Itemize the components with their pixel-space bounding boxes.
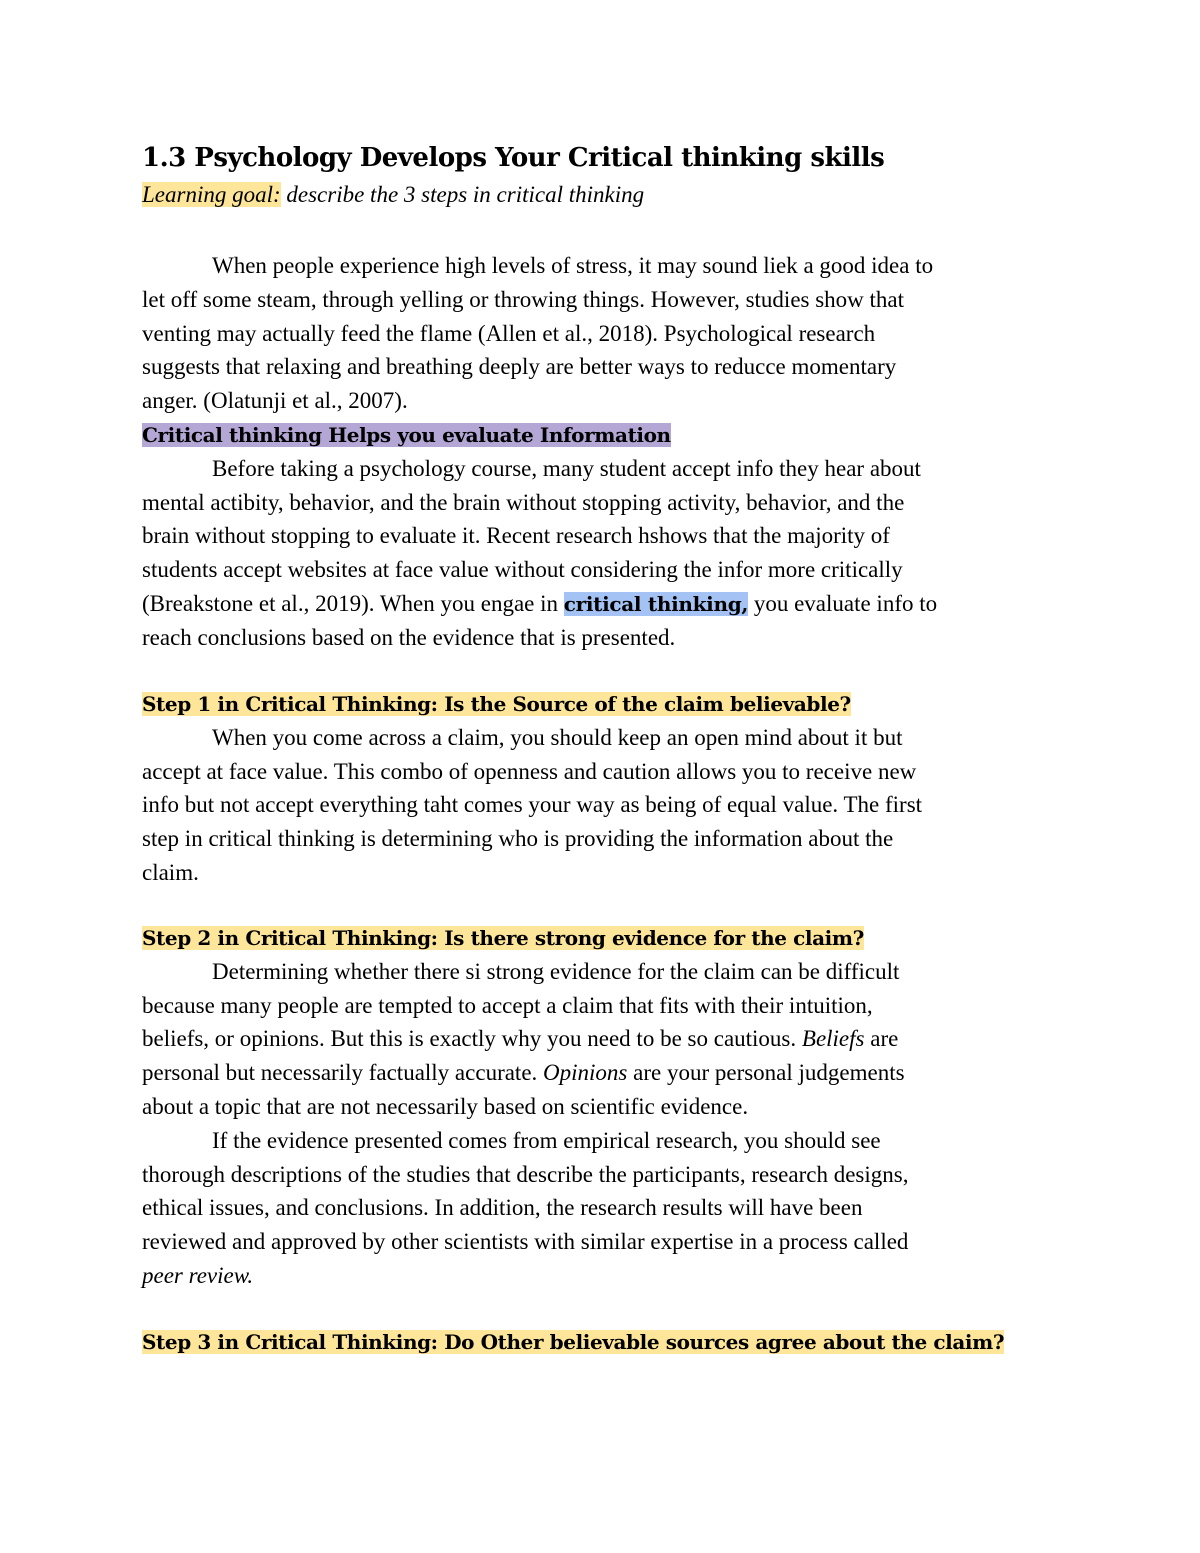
step2-heading-line: [142, 921, 1062, 955]
learning-goal: [142, 178, 644, 212]
paragraph-line: thorough descriptions of the studies that describe the participants, research designs,: [142, 1161, 909, 1187]
critical-thinking-term: critical thinking,: [563, 591, 749, 616]
step3-heading-line: [142, 1325, 1062, 1359]
paragraph-line: If the evidence presented comes from empirical research, you should see: [212, 1127, 881, 1153]
line-text: you evaluate info to: [748, 590, 938, 616]
step1-section: [142, 687, 1062, 890]
paragraph-line: reviewed and approved by other scientists with similar expertise in a process called: [142, 1229, 909, 1255]
line-text: are: [864, 1026, 899, 1052]
paragraph-line: [142, 1022, 1062, 1056]
step3-heading: Step 3 in Critical Thinking: Do Other believable sources agree about the claim?: [142, 1330, 1005, 1354]
line-text: (Breakstone et al., 2019). When you engae in: [142, 590, 564, 616]
paragraph-line: because many people are tempted to accept a claim that fits with their intuition,: [142, 992, 873, 1018]
paragraph-line: claim.: [142, 859, 199, 885]
paragraph-line: Determining whether there si strong evidence for the claim can be difficult: [212, 958, 900, 984]
paragraph-line: When you come across a claim, you should keep an open mind about it but: [212, 724, 903, 750]
learning-goal-label: Learning goal:: [142, 182, 281, 207]
step2-heading: Step 2 in Critical Thinking: Is there strong evidence for the claim?: [142, 926, 864, 950]
opinions-term: Opinions: [543, 1060, 628, 1086]
paragraph-line: [142, 1056, 1062, 1090]
paragraph-line: brain without stopping to evaluate it. Recent research hshows that the majority of: [142, 523, 890, 549]
paragraph-line: suggests that relaxing and breathing deeply are better ways to reducce momentary: [142, 354, 897, 380]
paragraph-line: accept at face value. This combo of openness and caution allows you to receive new: [142, 758, 917, 784]
beliefs-term: Beliefs: [801, 1026, 865, 1052]
paragraph-line: let off some steam, through yelling or throwing things. However, studies show that: [142, 286, 905, 312]
section-heading-line: [142, 418, 1062, 452]
page-title: 1.3 Psychology Develops Your Critical thinking skills: [142, 143, 885, 173]
paragraph-line: Before taking a psychology course, many student accept info they hear about: [212, 455, 921, 481]
step3-section: [142, 1325, 1062, 1359]
paragraph-line: mental actibity, behavior, and the brain without stopping activity, behavior, and the: [142, 489, 905, 515]
paragraph-line: students accept websites at face value without considering the infor more critically: [142, 557, 903, 583]
paragraph-line: step in critical thinking is determining who is providing the information about the: [142, 826, 894, 852]
step2-section: [142, 921, 1062, 1293]
paragraph-line: about a topic that are not necessarily based on scientific evidence.: [142, 1093, 749, 1119]
learning-goal-text: describe the 3 steps in critical thinking: [280, 182, 645, 207]
paragraph-line: When people experience high levels of stress, it may sound liek a good idea to: [212, 253, 934, 278]
section-heading: Critical thinking Helps you evaluate Information: [142, 422, 671, 447]
paragraph-line: ethical issues, and conclusions. In addition, the research results will have been: [142, 1195, 863, 1221]
line-text: personal but necessarily factually accurate.: [142, 1060, 544, 1086]
paragraph-line: [142, 1259, 1062, 1293]
paragraph-line: info but not accept everything taht comes your way as being of equal value. The first: [142, 792, 923, 818]
paragraph-line: [142, 587, 1062, 621]
peer-review-term: peer review.: [142, 1262, 254, 1288]
line-text: are your personal judgements: [627, 1060, 905, 1086]
paragraph-line: reach conclusions based on the evidence that is presented.: [142, 624, 676, 650]
intro-paragraph: [142, 249, 1062, 655]
paragraph-line: venting may actually feed the flame (Allen et al., 2018). Psychological research: [142, 320, 876, 346]
paragraph-line: anger. (Olatunji et al., 2007).: [142, 388, 408, 414]
step1-heading: Step 1 in Critical Thinking: Is the Source of the claim believable?: [142, 692, 851, 716]
line-text: beliefs, or opinions. But this is exactly why you need to be so cautious.: [142, 1026, 802, 1052]
step1-heading-line: [142, 687, 1062, 721]
